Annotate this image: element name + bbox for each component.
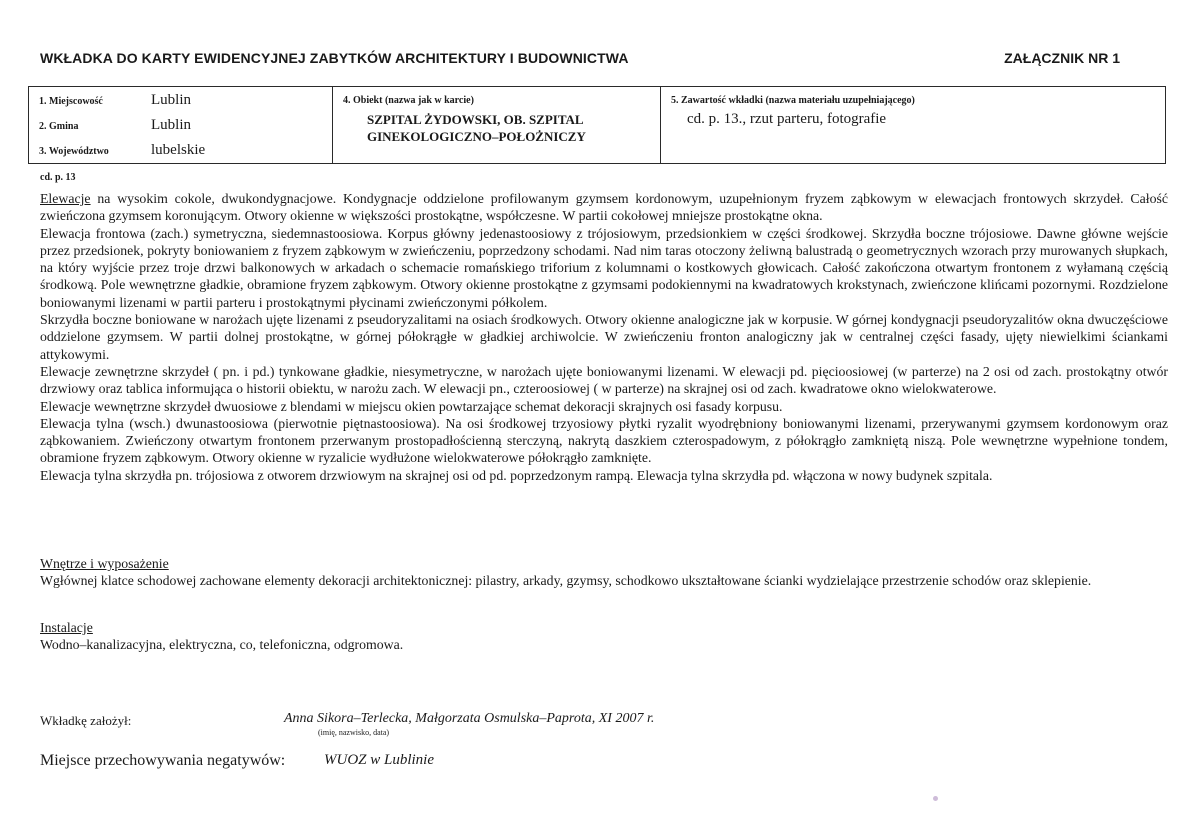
attachment-number: ZAŁĄCZNIK NR 1	[1004, 50, 1120, 66]
wojewodztwo-row	[39, 142, 205, 159]
object-name-line2: GINEKOLOGICZNO–POŁOŻNICZY	[367, 129, 586, 144]
zawartosc-label: 5. Zawartość wkładki (nazwa materiału uzupełniającego)	[671, 95, 915, 106]
interior-text: Wgłównej klatce schodowej zachowane elementy dekoracji architektonicznej: pilastry, arkady, gzymsy, schodkowo ukształtowane ścianki wydzielające przestrzenie schodów oraz sklepienie.	[40, 573, 1092, 589]
content-cell	[661, 87, 1165, 163]
installations-heading: Instalacje	[40, 620, 93, 635]
elewacje-heading: Elewacje	[40, 191, 91, 206]
gmina-row	[39, 117, 191, 134]
miejscowosc-value: Lublin	[151, 92, 191, 108]
created-by-label: Wkładkę założył:	[40, 713, 132, 728]
interior-section	[40, 555, 1168, 590]
negatives-label: Miejsce przechowywania negatywów:	[40, 752, 286, 769]
wojewodztwo-value: lubelskie	[151, 142, 206, 158]
paragraph-7: Elewacja tylna skrzydła pn. trójosiowa z otworem drzwiowym na skrajnej osi od pd. poprzedzonym rampą. Elewacja tylna skrzydła pd. włączona w nowy budynek szpitala.	[40, 467, 993, 483]
continuation-label: cd. p. 13	[40, 172, 76, 183]
document-title: WKŁADKA DO KARTY EWIDENCYJNEJ ZABYTKÓW ARCHITEKTURY I BUDOWNICTWA	[40, 50, 629, 66]
paragraph-6: Elewacja tylna (wsch.) dwunastoosiowa (pierwotnie piętnastoosiowa). Na osi środkowej trzyosiowy płytki ryzalit wyodrębniony boniowanymi lizenami, przerywanymi gzymsem kordonowym oraz ząbkowaniem. Zwieńczony otwartym frontonem przerwanym prostopadłościenną sterczyną, nakrytą daszkiem czterospadowym, z półokrągło zamkniętą niszą. Pole wewnętrzne wypełnione tondem, obramione fryzem ząbkowym. Otwory okienne w ryzalicie wydłużone wielokwaterowe półokrągło zamknięte.	[40, 415, 1168, 466]
object-name	[367, 111, 586, 145]
zawartosc-value: cd. p. 13., rzut parteru, fotografie	[687, 111, 887, 127]
miejscowosc-label: 1. Miejscowość	[39, 96, 103, 107]
authors: Anna Sikora–Terlecka, Małgorzata Osmulska–Paprota, XI 2007 r.	[284, 711, 655, 726]
wojewodztwo-label: 3. Województwo	[39, 146, 109, 157]
miejscowosc-row	[39, 92, 191, 109]
paragraph-5: Elewacje wewnętrzne skrzydeł dwuosiowe z blendami w miejscu okien powtarzające schemat dekoracji skrajnych osi fasady korpusu.	[40, 398, 783, 414]
interior-heading: Wnętrze i wyposażenie	[40, 556, 169, 571]
paragraph-elewacje	[40, 190, 1168, 225]
object-cell	[333, 87, 661, 163]
gmina-label: 2. Gmina	[39, 121, 79, 132]
info-table	[28, 86, 1166, 164]
paragraph-3: Skrzydła boczne boniowane w narożach ujęte lizenami z pseudoryzalitami na osiach środkowych. Otwory okienne analogiczne jak w korpusie. W górnej kondygnacji pseudoryzalitów okna dwuczęściowe oddzielone gzymsem. W partii dolnej prostokątne, w górnej półokrągłe w gładkiej archiwolcie. W zwieńczeniu fronton analogiczny jak w centralnej części fasady, ujęty niewielkimi ściankami attykowymi.	[40, 312, 1168, 362]
installations-text: Wodno–kanalizacyjna, elektryczna, co, telefoniczna, odgromowa.	[40, 637, 404, 653]
description-body	[40, 190, 1168, 484]
authors-note: (imię, nazwisko, data)	[318, 728, 390, 737]
obiekt-label: 4. Obiekt (nazwa jak w karcie)	[343, 95, 474, 106]
paragraph-1-text: na wysokim cokole, dwukondygnacjowe. Kondygnacje oddzielone profilowanym gzymsem kordonowym, uzupełnionym fryzem ząbkowym w elewacjach frontowych skrzydeł. Całość zwieńczona gzymsem koronującym. Otwory okienne w większości prostokątne, współczesne. W partii cokołowej mniejsze prostokątne okna.	[40, 191, 1168, 224]
installations-section	[40, 619, 1168, 654]
ink-speck	[933, 796, 938, 801]
location-cell	[29, 87, 333, 163]
paragraph-4: Elewacje zewnętrzne skrzydeł ( pn. i pd.) tynkowane gładkie, niesymetryczne, w narożach ujęte boniowanymi lizenami. W elewacji pd. pięcioosiowej (w parterze) na 2 osi od zach. prostokątny otwór drzwiowy oraz tablica informująca o historii obiektu, w narożu zach. W elewacji pn., czteroosiowej ( w parterze) na skrajnej osi od zach. kwadratowe okno wielokwaterowe.	[40, 363, 1168, 397]
object-name-line1: SZPITAL ŻYDOWSKI, OB. SZPITAL	[367, 112, 584, 127]
negatives-location: WUOZ w Lublinie	[324, 752, 435, 768]
paragraph-2: Elewacja frontowa (zach.) symetryczna, siedemnastoosiowa. Korpus główny jedenastoosiowy z trójosiowym, przedsionkiem w części środkowej. Skrzydła boczne trójosiowe. Dawne główne wejście przez przedsionek, pokryty boniowaniem z fryzem ząbkowym w zwieńczeniu, poprzedzony schodami. Nad nim taras otoczony żeliwną balustradą o geometrycznych wzorach przy murowanych słupkach, na który wyjście przez troje drzwi balkonowych w arkadach o schemacie romańskiego triforium z kolumnami o kostkowych głowicach. Całość zakończona otwartym frontonem z wyłamaną częścią środkową. Pole wewnętrzne gładkie, obramione fryzem ząbkowym. Otwory okienne prostokątne z gzymsami podokiennymi na kwadratowych krokstynach, zwieńczone klińcami pozornymi. Rozdzielone boniowanymi lizenami w partii parteru i prostokątnymi płycinami zwieńczonymi półkolem.	[40, 225, 1168, 310]
gmina-value: Lublin	[151, 117, 191, 133]
